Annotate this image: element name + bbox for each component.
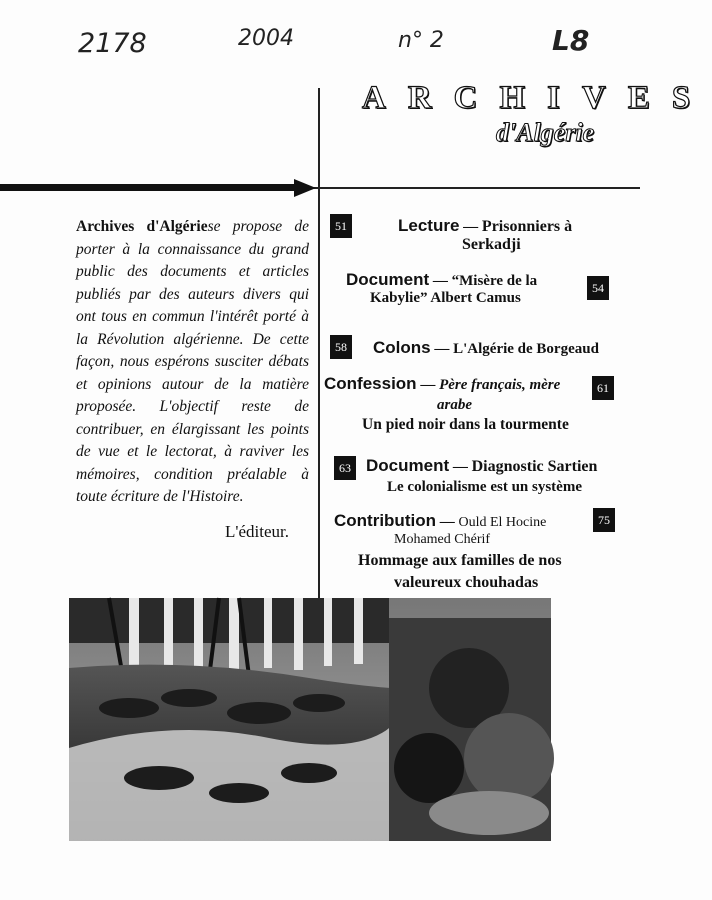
arrow-rule <box>0 184 298 191</box>
toc-title: Prisonniers à <box>481 218 573 235</box>
toc-entry[interactable] <box>324 374 594 394</box>
toc-title: L'Algérie de Borgeaud <box>453 341 599 357</box>
toc-title-line2: Serkadji <box>462 236 521 253</box>
toc-author: Ould El Hocine <box>458 515 547 530</box>
toc-page-number: 61 <box>592 376 614 400</box>
toc-title-line2: arabe <box>437 397 472 413</box>
toc-entry[interactable] <box>366 456 636 476</box>
toc-subtitle-line2: valeureux chouhadas <box>394 574 539 591</box>
toc-entry[interactable] <box>346 270 586 290</box>
arrow-head-icon <box>294 179 316 197</box>
toc-subtitle: Hommage aux familles de nos <box>358 552 562 569</box>
toc-category: Lecture <box>398 216 460 235</box>
toc-entry[interactable] <box>334 511 594 531</box>
toc-dash: — <box>459 219 482 235</box>
handwritten-issue: n° 2 <box>398 28 444 53</box>
toc-category: Document <box>366 456 450 475</box>
toc-category: Document <box>346 270 430 289</box>
handwritten-mark: L8 <box>552 24 590 57</box>
toc-page-number: 58 <box>330 335 352 359</box>
toc-title: “Misère de la <box>451 273 538 289</box>
toc-page-number: 75 <box>593 508 615 532</box>
handwritten-code: 2178 <box>78 28 147 59</box>
toc-category: Confession <box>324 374 417 393</box>
masthead-title: ARCHIVES <box>362 80 712 116</box>
toc-category: Contribution <box>334 511 436 530</box>
masthead-subtitle: d'Algérie <box>496 118 595 147</box>
toc-author-line2: Mohamed Chérif <box>394 532 491 547</box>
handwritten-year: 2004 <box>238 26 294 51</box>
toc-entry[interactable] <box>373 338 633 358</box>
toc-page-number: 54 <box>587 276 609 300</box>
editor-signature: L'éditeur. <box>225 522 289 541</box>
toc-dash: — <box>435 514 459 530</box>
toc-subtitle: Un pied noir dans la tourmente <box>362 416 569 433</box>
toc-subtitle: Le colonialisme est un système <box>387 479 582 495</box>
toc-page-number: 63 <box>334 456 356 480</box>
toc-entry[interactable] <box>398 216 608 236</box>
toc-page-number: 51 <box>330 214 352 238</box>
toc-title: Diagnostic Sartien <box>471 458 598 475</box>
toc-dash: — <box>449 459 472 475</box>
intro-paragraph <box>76 216 309 509</box>
historical-photo <box>69 598 551 841</box>
toc-category: Colons <box>373 338 431 357</box>
toc-title: Père français, mère <box>439 377 561 393</box>
toc-title-line2: Kabylie” Albert Camus <box>370 290 521 306</box>
intro-lead: Archives d'Algérie <box>76 218 208 235</box>
intro-body: se propose de porter à la connaissance du grand public des documents et articles publiés par des auteurs divers qui ont tous en commun l'intérêt porté à la Révolution algérienne. De cette façon, nous espérons susciter débats et opinions autour de la matière proposée. L'objectif reste de contribuer, en élargissant les points de vue et le lectorat, à raviver les mémoires, condition préalable à toute écriture de l'Histoire. <box>76 218 309 505</box>
toc-dash: — <box>430 341 454 357</box>
vertical-rule <box>318 88 320 598</box>
toc-dash: — <box>416 377 440 393</box>
toc-dash: — <box>429 273 452 289</box>
